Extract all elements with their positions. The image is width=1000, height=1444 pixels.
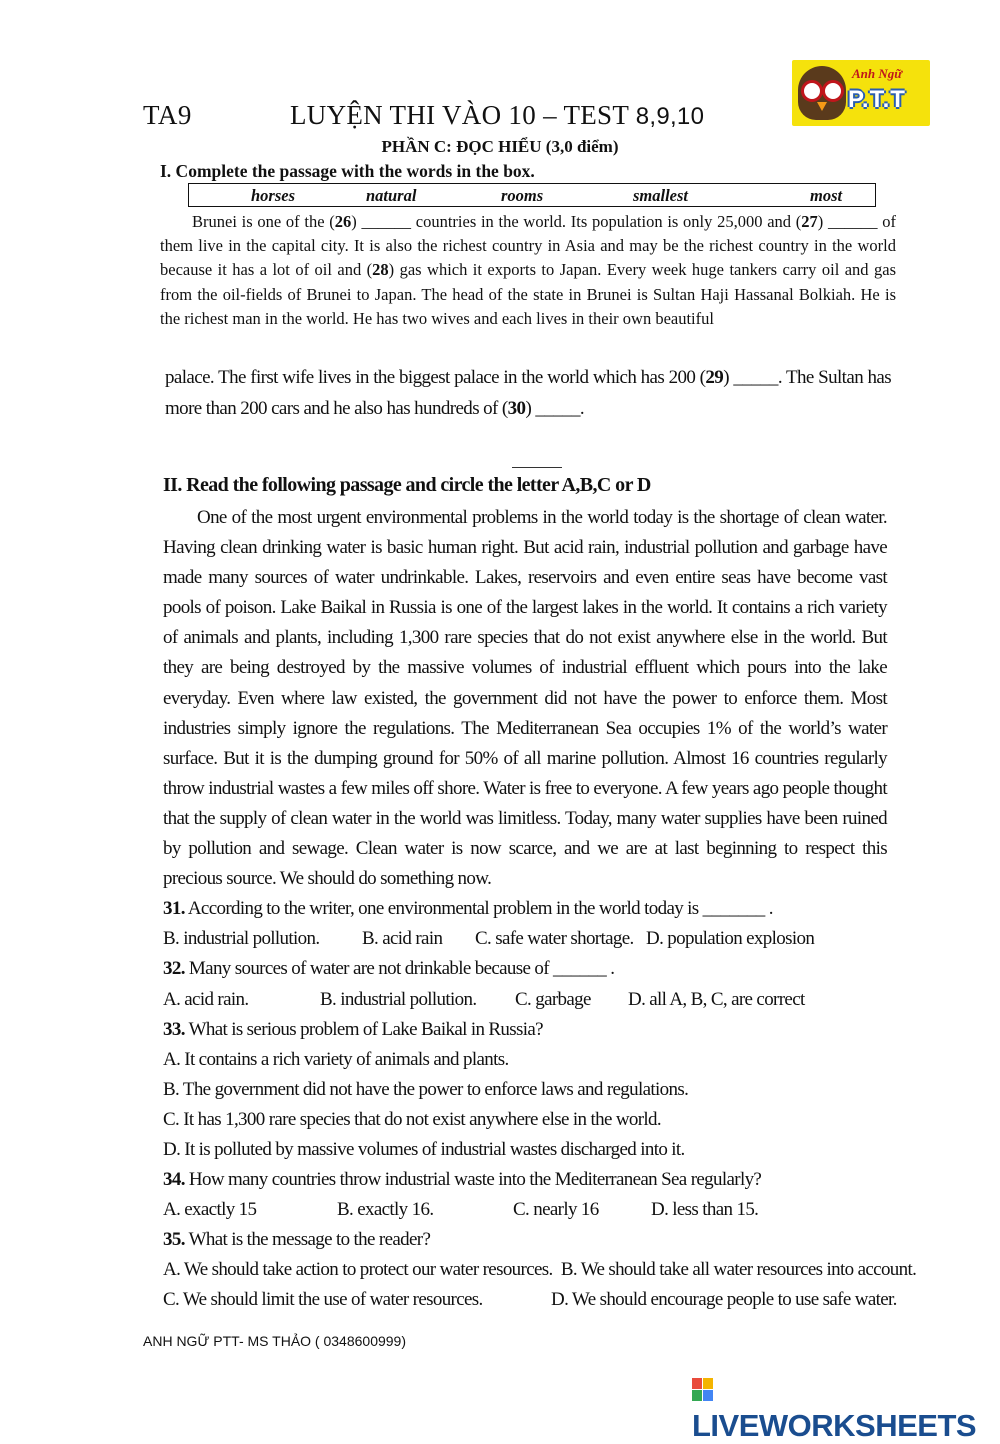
blank-26: 26: [334, 212, 352, 231]
word-item: rooms: [501, 186, 544, 205]
stray-line: [512, 467, 562, 468]
word-item: most: [810, 186, 843, 205]
question-31: 31. According to the writer, one environmental problem in the world today is _______ .: [163, 898, 773, 920]
footer-contact: ANH NGỮ PTT- MS THẢO ( 0348600999): [143, 1333, 407, 1349]
option-a[interactable]: A. acid rain.: [163, 988, 249, 1010]
question-33: 33. What is serious problem of Lake Baikal in Russia?: [163, 1018, 543, 1040]
page-title: [290, 100, 704, 131]
section2-body: [163, 503, 917, 1316]
word-item: smallest: [633, 186, 689, 205]
option-d[interactable]: D. less than 15.: [651, 1199, 759, 1221]
question-31-options: [163, 924, 887, 954]
passage-part1: Brunei is one of the (26) ______ countries in the world. Its population is only 25,000 and (27) ______ of them live in the capital city. It is also the richest country in Asia and may be the richest country in the world because it has a lot of oil and (28) gas which it exports to Japan. Every week huge tankers carry oil and gas from the oil-fields of Brunei to Japan. The head of the state in Brunei is Sultan Haji Hassanal Bolkiah. He is the richest man in the world. He has two wives and each lives in their own beautiful: [160, 212, 896, 328]
question-35: 35. What is the message to the reader?: [163, 1229, 431, 1251]
question-35-options-cd: [163, 1285, 897, 1315]
test-code: TA9: [143, 100, 192, 130]
reading-passage: One of the most urgent environmental problems in the world today is the shortage of clean water. Having clean drinking water is basic human right. But acid rain, industrial pollution and garbage have made many sources of water undrinkable. Lakes, reservoirs and even entire seas have become vast pools of poison. Lake Baikal in Russia is one of the largest lakes in the world. It contains a rich variety of animals and plants, including 1,300 rare species that do not exist anywhere else in the world. But they are being destroyed by the massive volumes of industrial effluent which pours into the lake everyday. Even where law existed, the government did not have the power to enforce them. Most industries simply ignore the regulations. The Mediterranean Sea occupies 1% of the world’s water surface. But it is the dumping ground for 50% of all marine pollution. Almost 16 countries regularly throw industrial wastes a few miles off shore. Water is free to everyone. A few years ago people thought that the supply of clean water in the world was limitless. Today, many water supplies have been ruined by pollution and sewage. Clean water is now scarce, and we are at last beginning to respect this precious source. We should do something now.: [163, 507, 887, 890]
title-numbers: 8,9,10: [635, 103, 705, 130]
option-c[interactable]: C. It has 1,300 rare species that do not exist anywhere else in the world.: [163, 1108, 662, 1130]
part-title: PHẦN C: ĐỌC HIỂU (3,0 điểm): [381, 137, 619, 156]
question-32: 32. Many sources of water are not drinkable because of ______ .: [163, 958, 615, 980]
option-c[interactable]: C. garbage: [515, 988, 591, 1010]
blank-28: 28: [372, 260, 389, 280]
word-item: natural: [366, 186, 417, 205]
question-35-options-ab: [163, 1255, 917, 1285]
option-b[interactable]: B. We should take all water resources into account.: [560, 1259, 917, 1281]
blank-29: 29: [705, 367, 724, 388]
option-a[interactable]: A. It contains a rich variety of animals and plants.: [163, 1048, 509, 1070]
section2-heading: II. Read the following passage and circle the letter A,B,C or D: [163, 474, 651, 496]
option-c[interactable]: C. nearly 16: [513, 1199, 599, 1221]
question-34: 34. How many countries throw industrial waste into the Mediterranean Sea regularly?: [163, 1169, 762, 1191]
option-b[interactable]: B. The government did not have the power to enforce laws and regulations.: [163, 1078, 689, 1100]
option-b[interactable]: B. exactly 16.: [337, 1199, 434, 1221]
blank-27: 27: [801, 212, 818, 231]
passage-part2: palace. The first wife lives in the biggest palace in the world which has 200 (29) _____. The Sultan has more than 200 cars and he also has hundreds of (30) _____.: [165, 367, 892, 419]
title-prefix: LUYỆN THI VÀO 10 – TEST: [290, 100, 636, 130]
option-d[interactable]: D. population explosion: [646, 928, 815, 950]
word-box: [188, 183, 876, 207]
option-a[interactable]: A. exactly 15: [163, 1199, 257, 1221]
question-32-options: [163, 985, 887, 1015]
watermark-text: LIVEWORKSHEETS: [692, 1408, 977, 1443]
option-b[interactable]: B. industrial pollution.: [320, 988, 477, 1010]
logo: [792, 60, 930, 126]
blank-30: 30: [507, 397, 526, 419]
logo-small-text: Anh Ngữ: [852, 66, 903, 81]
liveworksheets-watermark: [692, 1372, 1000, 1444]
option-d[interactable]: D. We should encourage people to use safe water.: [551, 1289, 897, 1311]
option-c[interactable]: C. We should limit the use of water resources.: [163, 1289, 483, 1311]
option-a[interactable]: A. We should take action to protect our water resources.: [163, 1259, 553, 1281]
option-d[interactable]: D. It is polluted by massive volumes of industrial wastes discharged into it.: [163, 1138, 685, 1160]
option-a[interactable]: B. industrial pollution.: [163, 928, 320, 950]
section1-heading: I. Complete the passage with the words in the box.: [160, 161, 535, 181]
word-item: horses: [251, 186, 296, 205]
option-b[interactable]: B. acid rain: [362, 928, 443, 950]
liveworksheets-logo-icon: [692, 1378, 714, 1402]
question-34-options: [163, 1195, 887, 1225]
logo-main-text: P.T.T: [848, 86, 906, 113]
owl-icon: [798, 66, 846, 120]
option-d[interactable]: D. all A, B, C, are correct: [628, 988, 805, 1010]
option-c[interactable]: C. safe water shortage.: [475, 928, 634, 950]
